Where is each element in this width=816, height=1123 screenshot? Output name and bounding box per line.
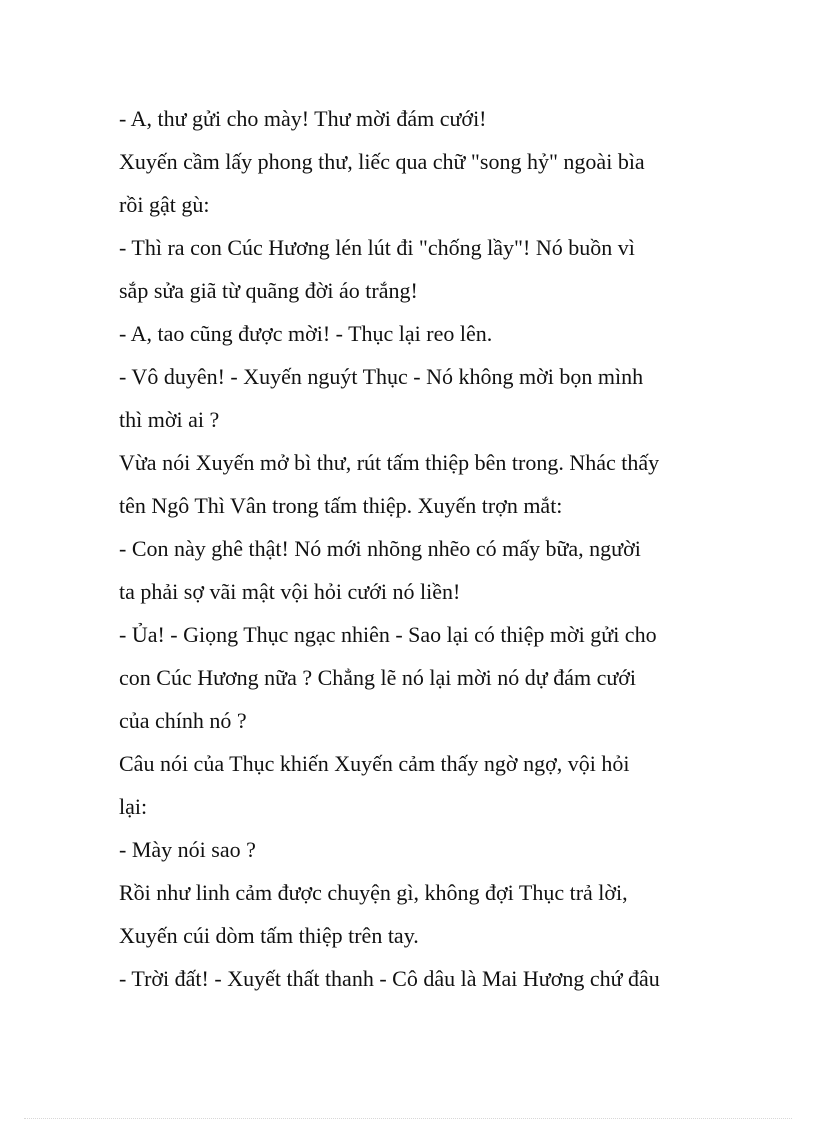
text-line: - Mày nói sao ? <box>119 837 256 862</box>
text-line: rồi gật gù: <box>119 192 210 217</box>
text-line: Vừa nói Xuyến mở bì thư, rút tấm thiệp bên trong. Nhác thấy <box>119 450 660 475</box>
text-line: của chính nó ? <box>119 708 247 733</box>
text-line: ta phải sợ vãi mật vội hỏi cưới nó liền! <box>119 579 461 604</box>
story-text <box>119 97 719 1000</box>
text-line: - Ủa! - Giọng Thục ngạc nhiên - Sao lại có thiệp mời gửi cho <box>119 622 657 647</box>
text-line: Câu nói của Thục khiến Xuyến cảm thấy ngờ ngợ, vội hỏi <box>119 751 630 776</box>
text-line: - A, thư gửi cho mày! Thư mời đám cưới! <box>119 106 487 131</box>
text-line: Xuyến cầm lấy phong thư, liếc qua chữ "song hỷ" ngoài bìa <box>119 149 645 174</box>
page-bottom-divider <box>24 1118 792 1119</box>
text-line: - A, tao cũng được mời! - Thục lại reo lên. <box>119 321 493 346</box>
text-line: Xuyến cúi dòm tấm thiệp trên tay. <box>119 923 419 948</box>
text-line: - Con này ghê thật! Nó mới nhõng nhẽo có mấy bữa, người <box>119 536 641 561</box>
text-line: lại: <box>119 794 148 819</box>
text-line: tên Ngô Thì Vân trong tấm thiệp. Xuyến trợn mắt: <box>119 493 563 518</box>
text-line: Rồi như linh cảm được chuyện gì, không đợi Thục trả lời, <box>119 880 628 905</box>
text-line: sắp sửa giã từ quãng đời áo trắng! <box>119 278 418 303</box>
text-line: - Thì ra con Cúc Hương lén lút đi "chống lầy"! Nó buồn vì <box>119 235 635 260</box>
text-line: - Vô duyên! - Xuyến nguýt Thục - Nó không mời bọn mình <box>119 364 644 389</box>
text-line: thì mời ai ? <box>119 407 220 432</box>
text-line: con Cúc Hương nữa ? Chẳng lẽ nó lại mời nó dự đám cưới <box>119 665 636 690</box>
text-line: - Trời đất! - Xuyết thất thanh - Cô dâu là Mai Hương chứ đâu <box>119 966 660 991</box>
